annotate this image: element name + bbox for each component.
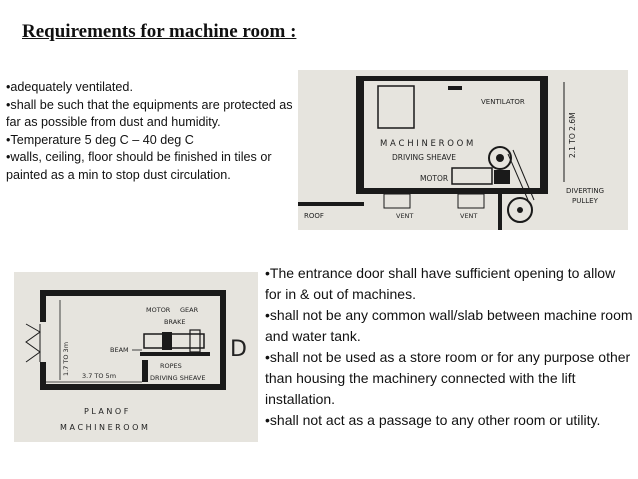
motor-label: MOTOR	[420, 174, 449, 183]
vent-label-1: VENT	[396, 212, 414, 220]
bullet-dust-protection: •shall be such that the equipments are protected as far as possible from dust and humidity.	[6, 97, 293, 130]
machine-room-section-drawing	[298, 70, 628, 230]
bullet-not-passage: •shall not act as a passage to any other room or utility.	[265, 412, 601, 428]
vent-label-2: VENT	[460, 212, 478, 220]
ventilator-label: VENTILATOR	[481, 98, 525, 106]
bullet-ventilation: •adequately ventilated.	[6, 80, 133, 94]
plan-gear-label: GEAR	[180, 306, 199, 314]
plan-brake-label: BRAKE	[164, 318, 186, 326]
diverting-label: DIVERTING	[566, 187, 605, 195]
height-dimension-label: 2.1 TO 2.6M	[568, 112, 577, 158]
driving-sheave-label: DRIVING SHEAVE	[392, 153, 457, 162]
door-mark-label: D	[230, 337, 247, 362]
bullet-finishes: •walls, ceiling, floor should be finished in tiles or painted as a min to stop dust circulation.	[6, 150, 272, 182]
left-bullet-list	[6, 79, 298, 185]
plan-caption-line-2: M A C H I N E R O O M	[60, 423, 148, 432]
plan-ropes-label: ROPES	[160, 362, 182, 370]
roof-label: ROOF	[304, 212, 324, 220]
plan-motor-label: MOTOR	[146, 306, 171, 314]
machine-room-plan-drawing	[14, 272, 258, 442]
slide-title: Requirements for machine room :	[22, 21, 297, 42]
right-bullet-list	[265, 263, 635, 431]
plan-caption-line-1: P L A N O F	[84, 407, 129, 416]
bullet-temperature: •Temperature 5 deg C – 40 deg C	[6, 132, 194, 147]
width-dimension-label: 3.7 TO 5m	[82, 372, 117, 380]
bullet-not-store-room: •shall not be used as a store room or for any purpose other than housing the machinery connected with the lift installation.	[265, 349, 631, 407]
bullet-entrance-door: •The entrance door shall have sufficient opening to allow for in & out of machines.	[265, 265, 616, 302]
plan-beam-label: BEAM	[110, 346, 129, 354]
depth-dimension-label: 1.7 TO 3m	[62, 341, 70, 376]
bullet-no-common-wall: •shall not be any common wall/slab between machine room and water tank.	[265, 307, 633, 344]
plan-driving-sheave-label: DRIVING SHEAVE	[150, 374, 206, 382]
pulley-label: PULLEY	[572, 197, 598, 205]
machine-room-label: M A C H I N E R O O M	[380, 139, 474, 149]
